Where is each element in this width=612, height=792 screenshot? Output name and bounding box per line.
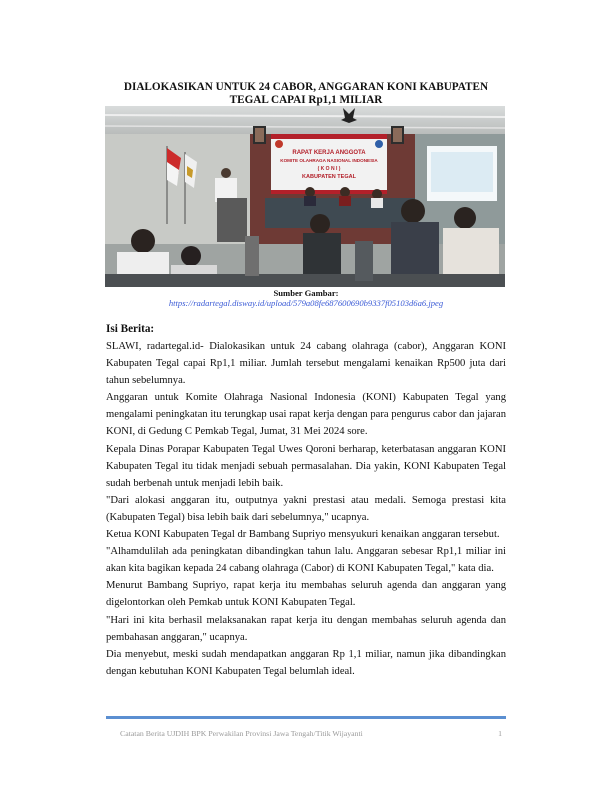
paragraph-6: "Alhamdulilah ada peningkatan dibandingkan tahun lalu. Anggaran sebesar Rp1,1 miliar ini akan kita bagikan kepada 24 cabang olahraga (Cabor) di KONI Kabupaten Tegal," kata dia.: [106, 546, 506, 575]
article-title-line-1: DIALOKASIKAN UNTUK 24 CABOR, ANGGARAN KONI KABUPATEN: [123, 81, 489, 93]
section-heading: Isi Berita:: [106, 323, 155, 335]
paragraph-5: Ketua KONI Kabupaten Tegal dr Bambang Supriyo mensyukuri kenaikan anggaran tersebut.: [106, 529, 500, 541]
audience-person: [310, 214, 330, 234]
paragraph-8: "Hari ini kita berhasil melaksanakan rapat kerja itu dengan membahas seluruh agenda dan pembahasan anggaran," ucapnya.: [106, 614, 506, 643]
banner-line-4: KABUPATEN TEGAL: [302, 174, 356, 180]
audience-person: [181, 246, 201, 266]
image-caption: [106, 288, 506, 308]
audience-person: [401, 199, 425, 223]
paragraph-3: Kepala Dinas Porapar Kabupaten Tegal Uwes Qoroni berharap, keterbatasan anggaran KONI Kabupaten Tegal itu tidak menjadi sebuah permasalahan. Dia yakin, KONI Kabupaten Tegal sudah berbenah untuk menjadi lebih baik.: [106, 443, 506, 489]
paragraph-9: Dia menyebut, meski sudah mendapatkan anggaran Rp 1,1 miliar, namun jika dibandingkan dengan kebutuhan KONI Kabupaten Tegal belumlah ideal.: [106, 648, 506, 677]
footer-rule: [106, 716, 506, 719]
ceiling: [105, 106, 505, 134]
article-title-line-2: TEGAL CAPAI Rp1,1 MILIAR: [229, 94, 383, 106]
page-number: 1: [498, 729, 502, 738]
article-body: [106, 338, 506, 680]
podium: [217, 198, 247, 242]
paragraph-7: Menurut Bambang Supriyo, rapat kerja itu membahas seluruh agenda dan anggaran yang digelontorkan oleh Pemkab untuk KONI Kabupaten Tegal.: [106, 580, 506, 609]
paragraph-4: "Dari alokasi anggaran itu, outputnya yakni prestasi atau medali. Semoga prestasi kita (Kabupaten Tegal) bisa lebih baik dari sebelumnya," ucapnya.: [106, 494, 506, 523]
meeting-photo-illustration: [105, 106, 505, 287]
event-banner: [271, 134, 387, 194]
image-source-url[interactable]: https://radartegal.disway.id/upload/579a08fe687600690b9337f05103d6a6.jpeg: [168, 298, 444, 308]
banner-line-2: KOMITE OLAHRAGA NASIONAL INDONESIA: [280, 158, 378, 163]
banner-line-3: ( K O N I ): [317, 166, 341, 172]
audience-person: [131, 229, 155, 253]
floor: [105, 274, 505, 287]
footer-text: Catatan Berita UJDIH BPK Perwakilan Provinsi Jawa Tengah/Titik Wijayanti: [120, 729, 363, 738]
paragraph-2: Anggaran untuk Komite Olahraga Nasional Indonesia (KONI) Kabupaten Tegal yang mengalami peningkatan itu terungkap usai rapat kerja dengan para pengurus cabor dan jajaran KONI, di Gedung C Pemkab Tegal, Jumat, 31 Mei 2024 sore.: [106, 392, 506, 438]
page-footer: [120, 729, 502, 738]
image-source-label: Sumber Gambar:: [273, 288, 339, 298]
speaker-head: [221, 168, 231, 178]
article-title: [106, 81, 506, 107]
news-photo: [105, 106, 505, 287]
audience-person: [454, 207, 476, 229]
banner-line-1: RAPAT KERJA ANGGOTA: [292, 150, 366, 156]
paragraph-1: SLAWI, radartegal.id- Dialokasikan untuk 24 cabang olahraga (cabor), Anggaran KONI Kabupaten Tegal capai Rp1,1 miliar. Jumlah tersebut mengalami kenaikan Rp500 juta dari tahun sebelumnya.: [106, 341, 506, 387]
